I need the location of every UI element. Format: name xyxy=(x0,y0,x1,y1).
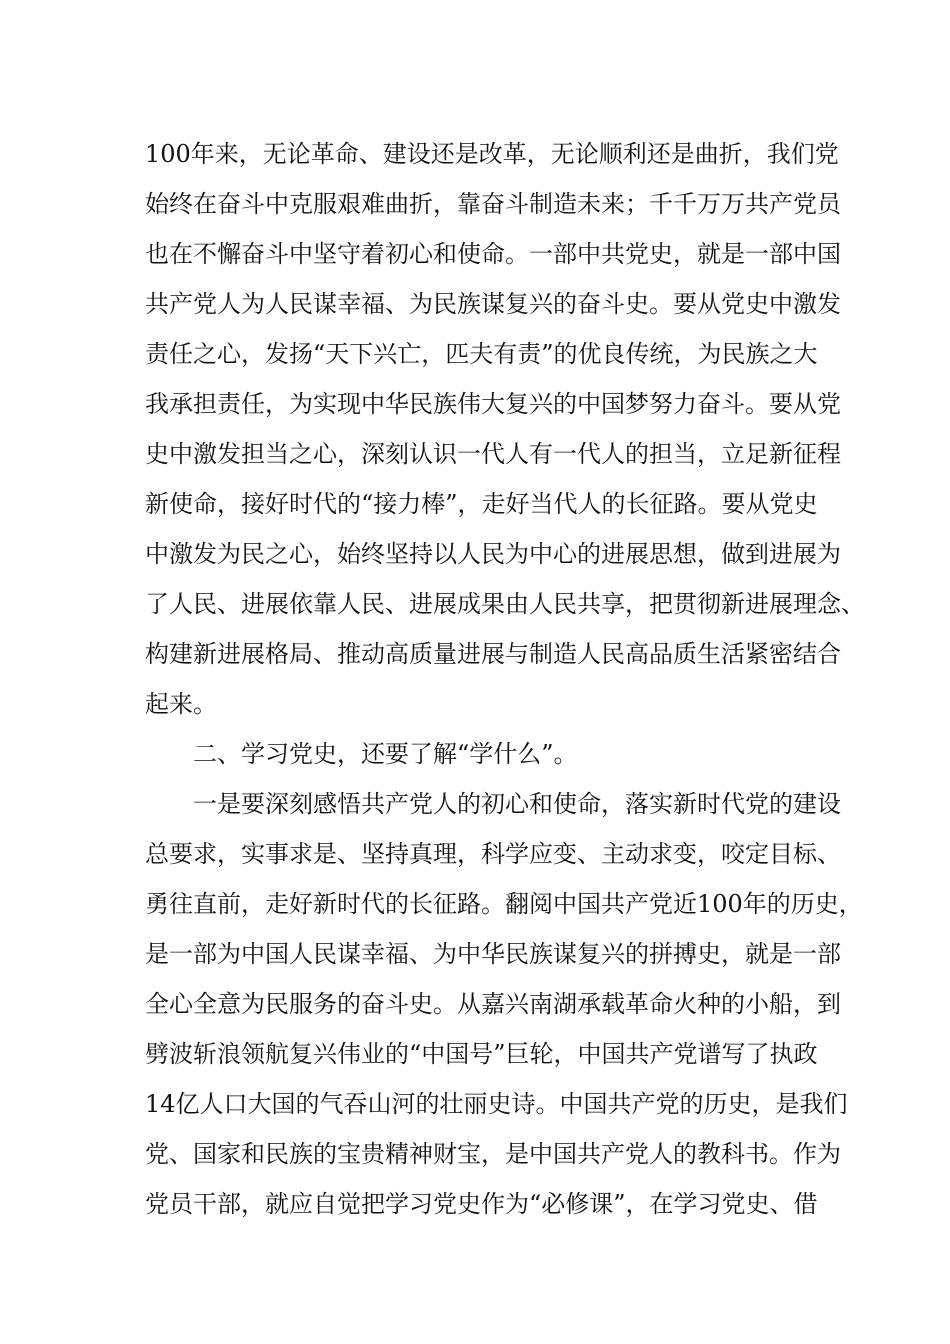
body-line-18: 全心全意为民服务的奋斗史。从嘉兴南湖承载革命火种的小船，到 xyxy=(145,990,841,1018)
body-line-15: 总要求，实事求是、坚持真理，科学应变、主动求变，咬定目标、 xyxy=(145,840,841,868)
section-heading: 二、学习党史，还要了解“学什么”。 xyxy=(193,740,578,768)
body-line-17: 是一部为中国人民谋幸福、为中华民族谋复兴的拼搏史，就是一部 xyxy=(145,940,841,968)
body-line-5: 责任之心，发扬“天下兴亡，匹夫有责”的优良传统，为民族之大 xyxy=(145,340,818,368)
body-line-16: 勇往直前，走好新时代的长征路。翻阅中国共产党近100年的历史， xyxy=(145,890,863,918)
body-line-19: 劈波斩浪领航复兴伟业的“中国号”巨轮，中国共产党谱写了执政 xyxy=(145,1040,818,1068)
body-line-4: 共产党人为人民谋幸福、为民族谋复兴的奋斗史。要从党史中激发 xyxy=(145,290,841,318)
body-line-22: 党员干部，就应自觉把学习党史作为“必修课”，在学习党史、借 xyxy=(145,1190,818,1218)
body-line-9: 中激发为民之心，始终坚持以人民为中心的进展思想，做到进展为 xyxy=(145,540,841,568)
body-line-8: 新使命，接好时代的“接力棒”，走好当代人的长征路。要从党史 xyxy=(145,490,818,518)
body-line-7: 史中激发担当之心，深刻认识一代人有一代人的担当，立足新征程 xyxy=(145,440,841,468)
body-line-20: 14亿人口大国的气吞山河的壮丽史诗。中国共产党的历史，是我们 xyxy=(145,1090,848,1118)
body-line-2: 始终在奋斗中克服艰难曲折，靠奋斗制造未来；千千万万共产党员 xyxy=(145,190,841,218)
body-line-1: 100年来，无论革命、建设还是改革，无论顺利还是曲折，我们党 xyxy=(145,140,839,168)
body-line-12: 起来。 xyxy=(145,690,217,718)
body-line-21: 党、国家和民族的宝贵精神财宝，是中国共产党人的教科书。作为 xyxy=(145,1140,841,1168)
body-line-14: 一是要深刻感悟共产党人的初心和使命，落实新时代党的建设 xyxy=(193,790,841,818)
body-line-10: 了人民、进展依靠人民、进展成果由人民共享，把贯彻新进展理念、 xyxy=(145,590,865,618)
body-line-3: 也在不懈奋斗中坚守着初心和使命。一部中共党史，就是一部中国 xyxy=(145,240,841,268)
body-line-6: 我承担责任，为实现中华民族伟大复兴的中国梦努力奋斗。要从党 xyxy=(145,390,841,418)
body-line-11: 构建新进展格局、推动高质量进展与制造人民高品质生活紧密结合 xyxy=(145,640,841,668)
